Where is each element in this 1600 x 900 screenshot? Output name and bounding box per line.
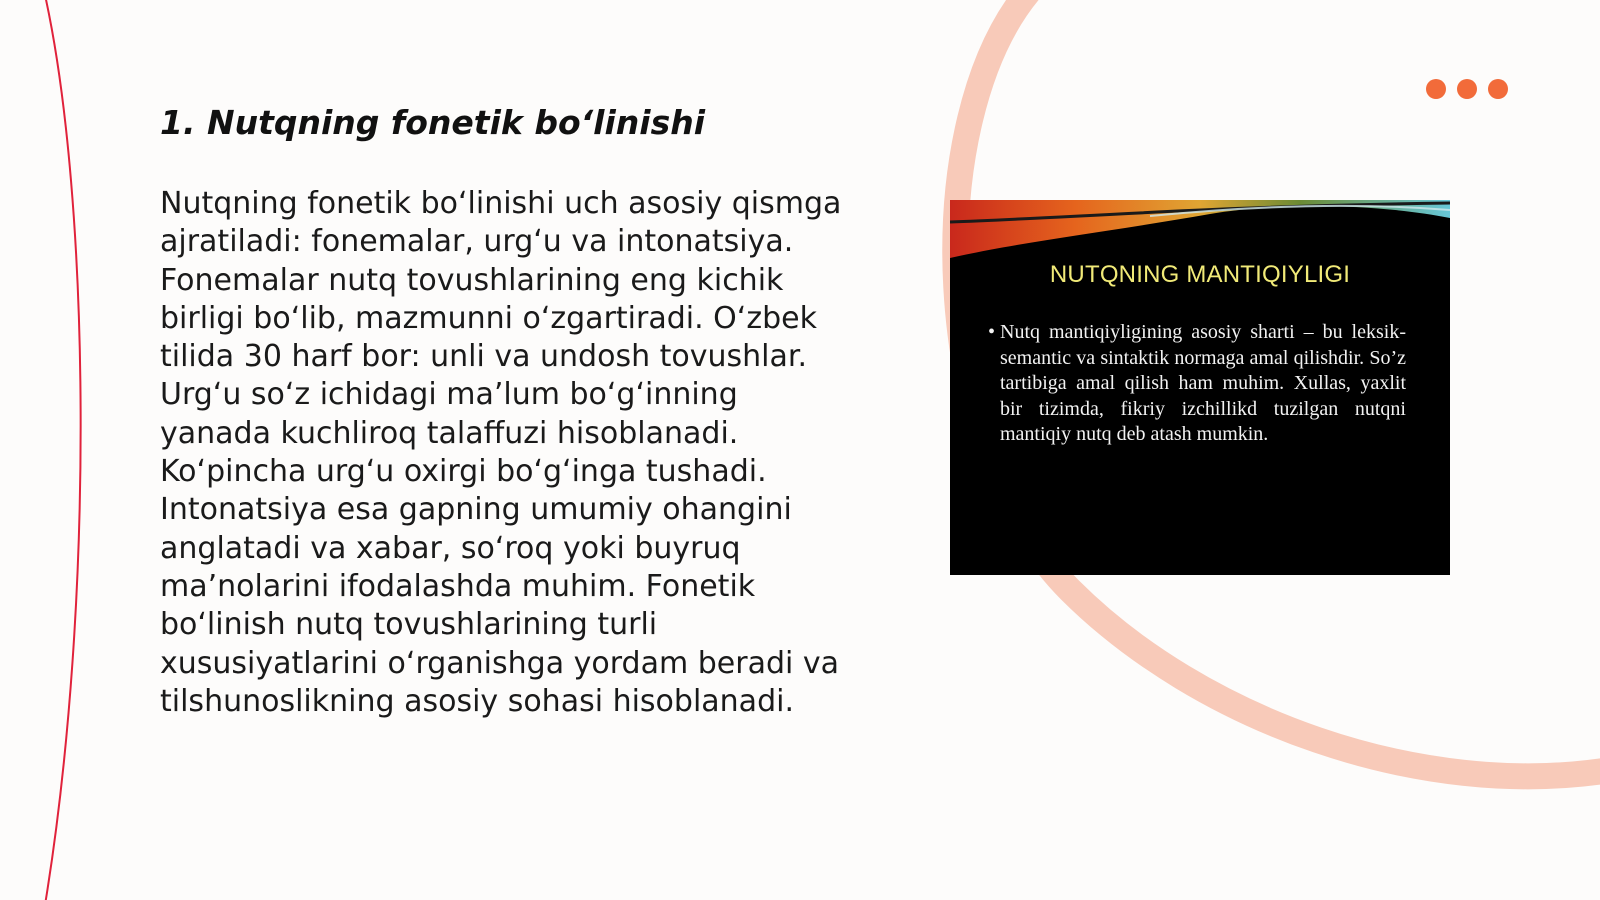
embedded-slide-title: NUTQNING MANTIQIYLIGI xyxy=(1049,261,1351,288)
slide-body-text: Nutqning fonetik bo‘linishi uch asosiy qismga ajratiladi: fonemalar, urg‘u va intonatsiya. Fonemalar nutq tovushlarining eng kichik birligi bo‘lib, mazmunni o‘zgartiradi. O‘zbek tilida 30 harf bor: unli va undosh tovushlar. Urg‘u so‘z ichidagi ma’lum bo‘g‘inning yanada kuchliroq talaffuzi hisoblanadi. Ko‘pincha urg‘u oxirgi bo‘g‘inga tushadi. Intonatsiya esa gapning umumiy ohangini anglatadi va xabar, so‘roq yoki buyruq ma’nolarini ifodalashda muhim. Fonetik bo‘linish nutq tovushlarining turli xususiyatlarini o‘rganishga yordam beradi va tilshunoslikning asosiy sohasi hisoblanadi. xyxy=(160,186,842,719)
dot-icon xyxy=(1426,79,1446,99)
dot-icon xyxy=(1457,79,1477,99)
decorative-left-line xyxy=(45,0,81,900)
embedded-bullet-text: Nutq mantiqiyligining asosiy sharti – bu leksik-semantic va sintaktik normaga amal qilishdir. So’z tartibiga amal qilish ham muhim. Xullas, yaxlit bir tizimda, fikriy izchillikd tuzilgan nutqni mantiqiy nutq deb atash mumkin. xyxy=(1000,321,1406,445)
embedded-slide-image xyxy=(950,200,1450,575)
swoosh-decoration xyxy=(950,200,1450,270)
dot-icon xyxy=(1488,79,1508,99)
embedded-bullet-item xyxy=(988,320,1406,448)
bullet-icon: • xyxy=(988,321,996,343)
slide-title: 1. Nutqning fonetik bo‘linishi xyxy=(160,103,706,142)
decorative-dots xyxy=(1426,79,1508,99)
